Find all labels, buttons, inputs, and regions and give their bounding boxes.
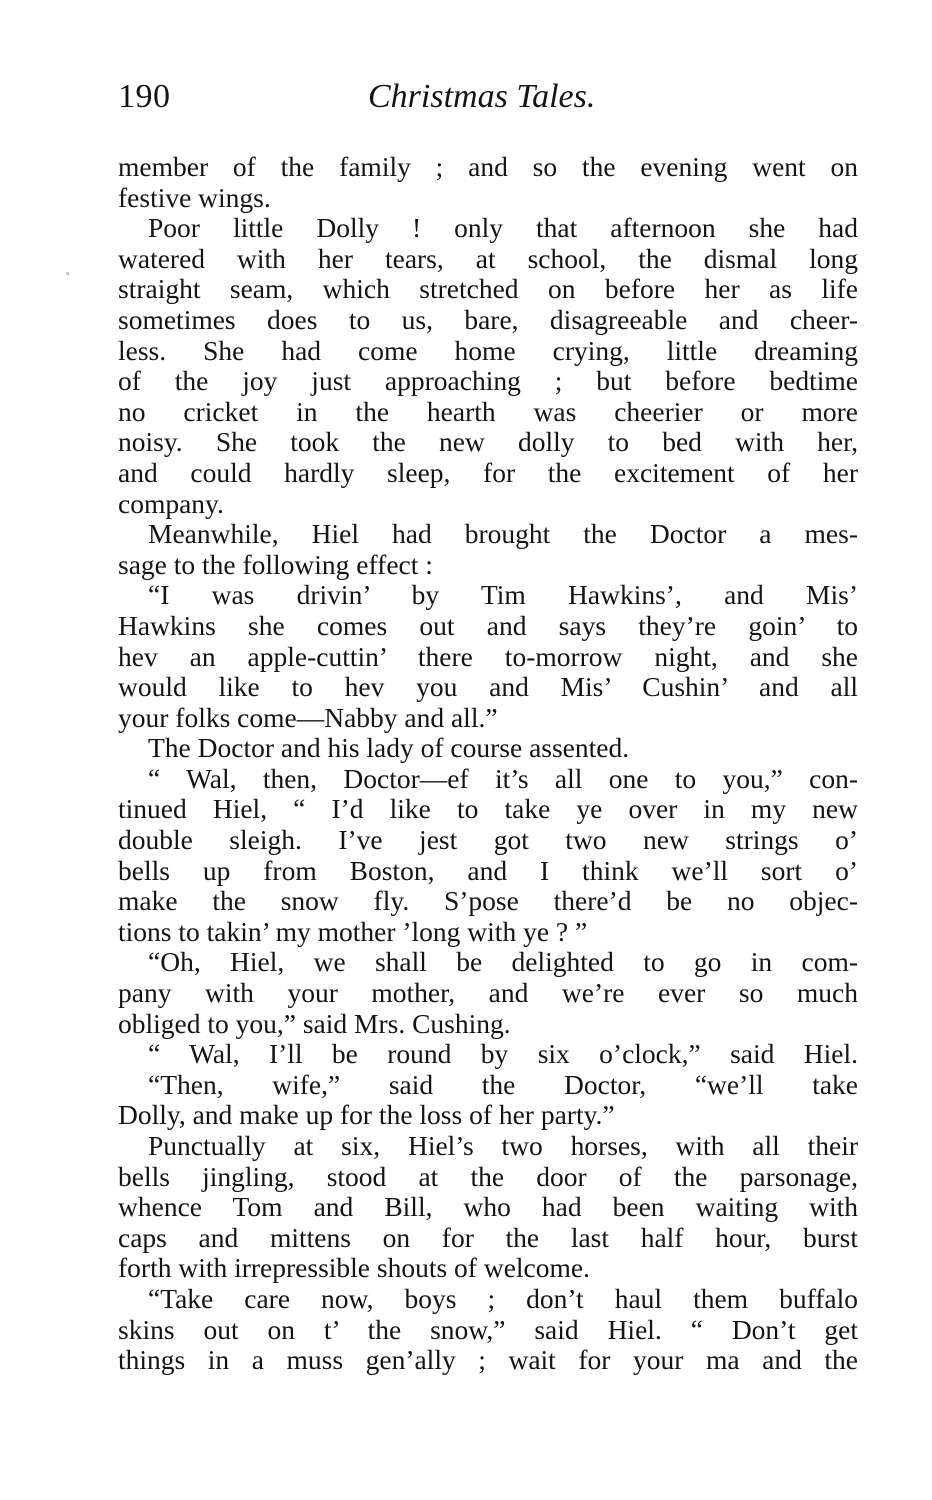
text-line: forth with irrepressible shouts of welcome.	[118, 1252, 590, 1284]
page-number: 190	[118, 78, 171, 115]
text-line: obliged to you,” said Mrs. Cushing.	[118, 1007, 511, 1039]
margin-speck	[66, 272, 69, 275]
text-line: of the joy just approaching ; but before bedtime	[118, 365, 858, 397]
running-title: Christmas Tales.	[368, 78, 596, 115]
text-line: caps and mittens on for the last half hour, burst	[118, 1221, 858, 1253]
text-line: bells jingling, stood at the door of the parsonage,	[118, 1160, 858, 1192]
text-line: noisy. She took the new dolly to bed with her,	[118, 426, 858, 458]
text-line: Punctually at six, Hiel’s two horses, with all their	[148, 1130, 858, 1161]
text-line: hev an apple-cuttin’ there to-morrow night, and she	[118, 640, 858, 672]
text-line: “ Wal, then, Doctor—ef it’s all one to you,” con-	[148, 762, 858, 794]
text-line: things in a muss gen’ally ; wait for your ma and the	[118, 1344, 858, 1376]
text-line: make the snow fly. S’pose there’d be no objec-	[118, 885, 858, 917]
text-line: tinued Hiel, “ I’d like to take ye over in my new	[118, 793, 858, 825]
text-line: sage to the following effect :	[118, 548, 433, 580]
text-line: Meanwhile, Hiel had brought the Doctor a mes-	[148, 518, 858, 550]
text-line: sometimes does to us, bare, disagreeable and cheer-	[118, 303, 858, 335]
text-line: whence Tom and Bill, who had been waiting with	[118, 1191, 858, 1223]
text-line: would like to hev you and Mis’ Cushin’ and all	[118, 671, 858, 703]
text-line: Dolly, and make up for the loss of her party.”	[118, 1099, 615, 1131]
text-line: “Oh, Hiel, we shall be delighted to go in com-	[148, 946, 858, 978]
text-line: Poor little Dolly ! only that afternoon she had	[148, 212, 858, 244]
text-line: skins out on t’ the snow,” said Hiel. “ Don’t get	[118, 1313, 858, 1345]
text-line: watered with her tears, at school, the dismal long	[118, 242, 858, 274]
text-line: bells up from Boston, and I think we’ll sort o’	[118, 854, 858, 886]
text-line: less. She had come home crying, little dreaming	[118, 334, 858, 366]
text-line: The Doctor and his lady of course assented.	[148, 732, 630, 764]
text-line: “Then, wife,” said the Doctor, “we’ll take	[148, 1068, 858, 1100]
text-line: Hawkins she comes out and says they’re goin’ to	[118, 609, 858, 641]
text-line: festive wings.	[118, 181, 271, 213]
text-line: and could hardly sleep, for the excitement of her	[118, 456, 858, 488]
body-text	[118, 152, 858, 1376]
text-line: straight seam, which stretched on before her as life	[118, 273, 858, 305]
text-line: double sleigh. I’ve jest got two new strings o’	[118, 824, 858, 856]
text-line: tions to takin’ my mother ’long with ye ? ”	[118, 915, 588, 947]
page-header	[118, 78, 858, 130]
text-line: no cricket in the hearth was cheerier or more	[118, 395, 858, 427]
text-line: member of the family ; and so the evening went on	[118, 151, 858, 182]
text-line: “I was drivin’ by Tim Hawkins’, and Mis’	[148, 579, 858, 611]
text-line: company.	[118, 487, 224, 519]
text-line: “Take care now, boys ; don’t haul them buffalo	[148, 1282, 858, 1314]
text-line: pany with your mother, and we’re ever so much	[118, 977, 858, 1009]
text-line: your folks come—Nabby and all.”	[118, 701, 498, 733]
text-line: “ Wal, I’ll be round by six o’clock,” said Hiel.	[148, 1038, 858, 1070]
